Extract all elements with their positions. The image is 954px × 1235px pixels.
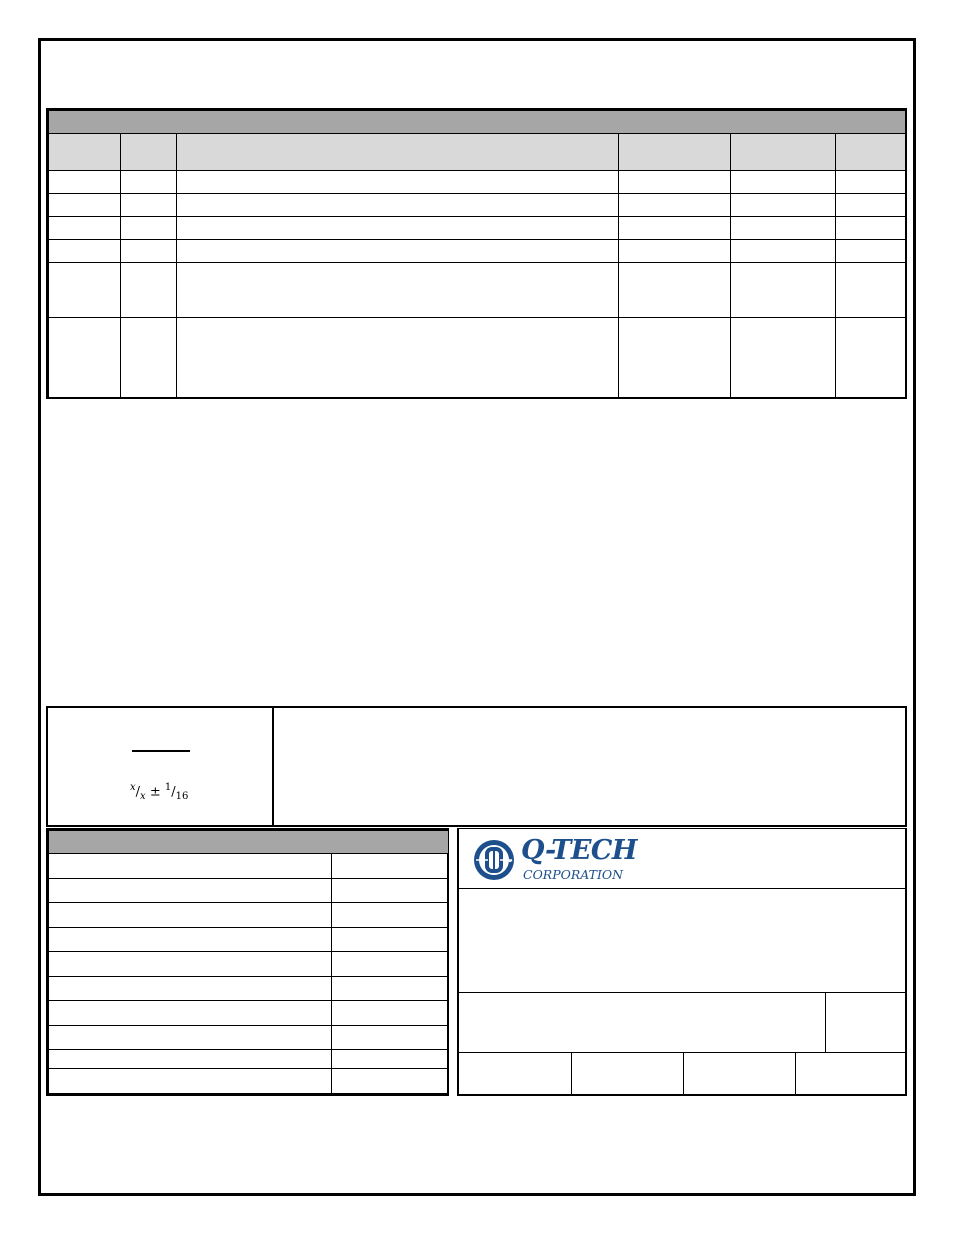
rev-header-cell [177,134,619,171]
table-row [49,952,448,977]
tolerance-numerator: 1 [164,782,172,793]
table-row [49,1050,448,1069]
title-cell [459,889,905,993]
company-name: Q-TECH [521,835,637,866]
info-cell-divider [571,1053,572,1095]
table-row [49,879,448,903]
info-cell-divider [683,1053,684,1095]
company-logo [473,835,653,883]
table-row [49,194,906,217]
tolerance-block [46,706,907,827]
tolerance-denominator: 16 [175,790,189,802]
info-row [459,1053,905,1095]
rev-header-cell [731,134,836,171]
table-row [49,171,906,194]
part-number-row [459,993,905,1053]
title-block [457,828,907,1096]
table-row [49,1069,448,1094]
approval-table-title-bar [49,831,448,854]
rev-cell-divider [825,993,826,1052]
table-row [49,977,448,1001]
table-row [49,263,906,318]
approval-table [46,828,449,1096]
revision-table-header-row [49,134,906,171]
table-row [49,217,906,240]
table-row [49,1026,448,1050]
rev-header-cell [836,134,906,171]
fraction-tolerance: $^x/_x \pm ^1/_{16}$ [130,782,189,802]
table-row [49,240,906,263]
info-cell-divider [795,1053,796,1095]
fraction-numerator: x [130,782,136,793]
tolerance-underline [132,750,190,752]
table-row [49,1001,448,1026]
rev-header-cell [49,134,121,171]
company-subtitle: CORPORATION [523,867,624,882]
table-row [49,928,448,952]
revision-table-title-bar [49,111,906,134]
plus-minus-sign: ± [149,784,161,800]
rev-header-cell [121,134,177,171]
revision-table [46,108,907,399]
tolerance-cell [48,708,274,825]
fraction-denominator: x [140,790,146,802]
table-row [49,854,448,879]
table-row [49,318,906,398]
logo-row [459,829,905,889]
table-row [49,903,448,928]
crystal-oscillator-logo-icon [473,839,515,881]
rev-header-cell [619,134,731,171]
